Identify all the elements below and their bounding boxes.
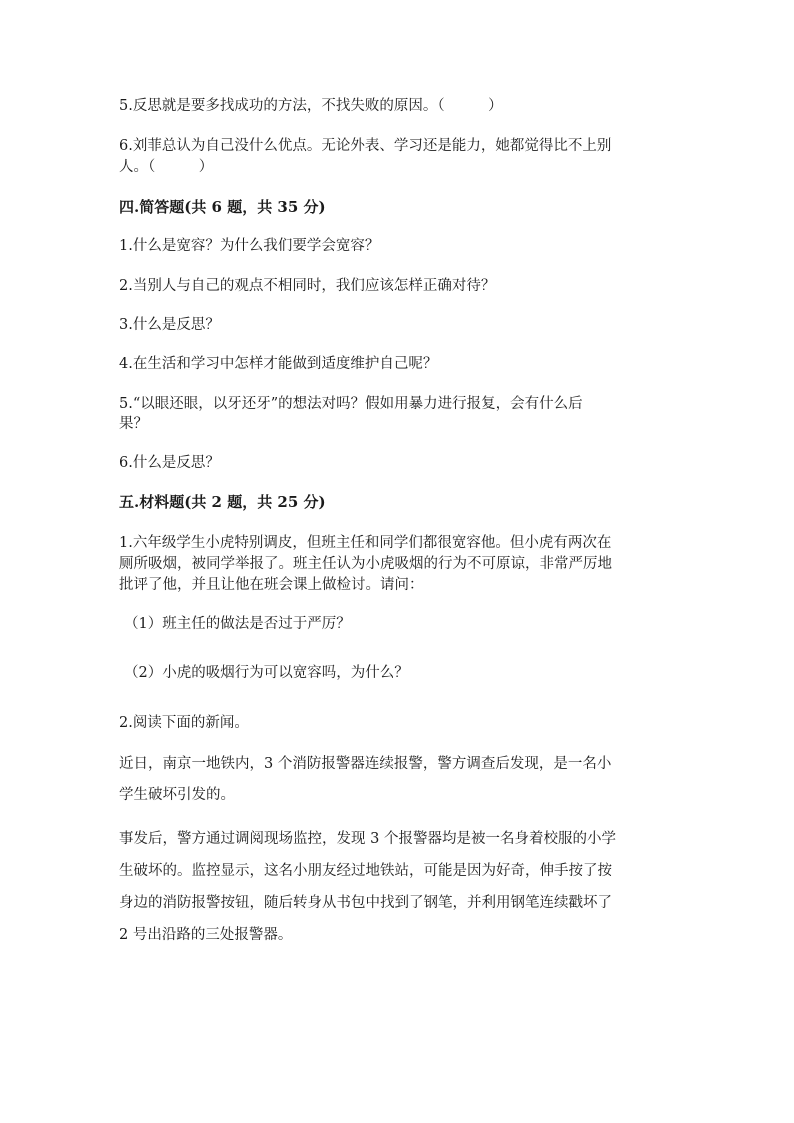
material-q1-sub2: （2）小虎的吸烟行为可以宽容吗，为什么？ <box>124 665 409 681</box>
news-p2-line3: 身边的消防报警按钮，随后转身从书包中找到了钢笔，并利用钢笔连续戳坏了 <box>119 895 612 911</box>
judgement-q6-line1: 6.刘菲总认为自己没什么优点。无论外表、学习还是能力，她都觉得比不上别 <box>119 138 612 154</box>
short-answer-q5-line1: 5.“以眼还眼，以牙还牙”的想法对吗？假如用暴力进行报复，会有什么后 <box>119 396 583 412</box>
short-answer-q2: 2.当别人与自己的观点不相同时，我们应该怎样正确对待？ <box>119 278 496 294</box>
news-p2-line1: 事发后，警方通过调阅现场监控，发现 3 个报警器均是被一名身着校服的小学 <box>119 831 616 847</box>
material-q1-line3: 批评了他，并且让他在班会课上做检讨。请问： <box>119 577 424 593</box>
news-p1-line1: 近日，南京一地铁内，3 个消防报警器连续报警，警方调查后发现，是一名小 <box>119 756 612 772</box>
judgement-q5: 5.反思就是要多找成功的方法，不找失败的原因。（ ） <box>119 98 503 114</box>
short-answer-q4: 4.在生活和学习中怎样才能做到适度维护自己呢？ <box>119 356 438 372</box>
short-answer-q6: 6.什么是反思？ <box>119 455 220 471</box>
short-answer-q5-line2: 果？ <box>119 416 148 432</box>
news-p2-line4: 2 号出沿路的三处报警器。 <box>119 927 293 943</box>
short-answer-q3: 3.什么是反思？ <box>119 317 220 333</box>
material-header: 五.材料题(共 2 题，共 25 分) <box>119 493 326 511</box>
material-q1-line1: 1.六年级学生小虎特别调皮，但班主任和同学们都很宽容他。但小虎有两次在 <box>119 535 612 551</box>
short-answer-header: 四.简答题(共 6 题，共 35 分) <box>119 198 326 216</box>
material-q1-line2: 厕所吸烟，被同学举报了。班主任认为小虎吸烟的行为不可原谅，非常严厉地 <box>119 556 612 572</box>
material-q1-sub1: （1）班主任的做法是否过于严厉？ <box>124 616 351 632</box>
short-answer-q1: 1.什么是宽容？为什么我们要学会宽容？ <box>119 238 380 254</box>
news-p2-line2: 生破坏的。监控显示，这名小朋友经过地铁站，可能是因为好奇，伸手按了按 <box>119 863 612 879</box>
news-p1-line2: 学生破坏引发的。 <box>119 787 235 803</box>
material-q2-intro: 2.阅读下面的新闻。 <box>119 715 249 731</box>
judgement-q6-line2: 人。（ ） <box>119 159 214 175</box>
